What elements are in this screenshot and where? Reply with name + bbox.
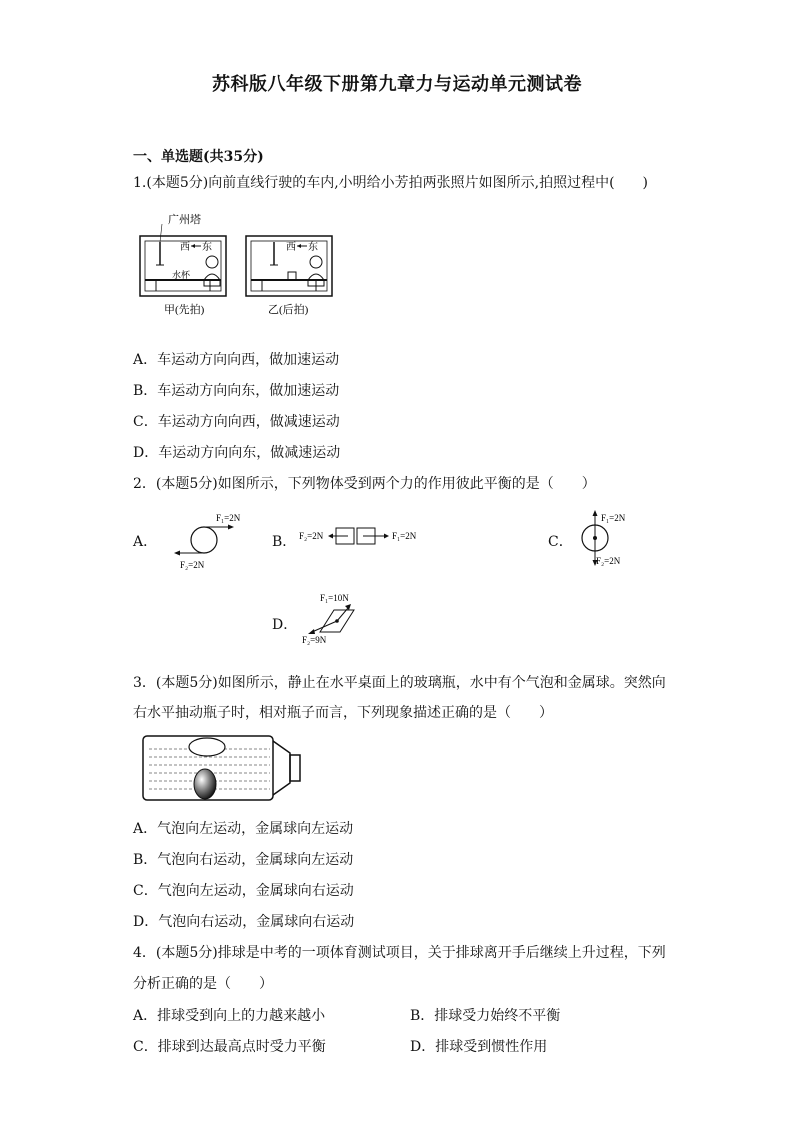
q2-b-f2: F₂=2N bbox=[299, 531, 324, 541]
q4-stem-line1: 4．(本题5分)排球是中考的一项体育测试项目，关于排球离开手后继续上升过程，下列 bbox=[133, 945, 666, 961]
q3-option-d[interactable]: D．气泡向右运动，金属球向右运动 bbox=[133, 914, 355, 930]
q2-figure-d bbox=[298, 590, 368, 648]
q2-a-f2: F₂=2N bbox=[180, 560, 205, 570]
q2-c-f1: F₁=2N bbox=[601, 513, 626, 523]
q2-a-f1: F₁=2N bbox=[216, 513, 241, 523]
q4-stem-line2: 分析正确的是（ ） bbox=[133, 976, 273, 992]
q2-option-b-letter[interactable]: B． bbox=[272, 534, 297, 550]
q2-figure-c bbox=[574, 508, 644, 572]
q3-bottle-figure bbox=[140, 733, 310, 803]
q1-caption-a: 甲(先拍) bbox=[164, 304, 205, 316]
q4-option-b[interactable]: B．排球受力始终不平衡 bbox=[410, 1008, 561, 1024]
q2-figure-a bbox=[170, 508, 250, 574]
q1-dir-east-a: 东 bbox=[202, 242, 212, 253]
q1-dir-west-b: 西 bbox=[286, 242, 296, 253]
q3-stem-line1: 3．(本题5分)如图所示，静止在水平桌面上的玻璃瓶，水中有个气泡和金属球。突然向 bbox=[133, 675, 666, 691]
q1-dir-west-a: 西 bbox=[180, 242, 190, 253]
q2-b-f1: F₁=2N bbox=[392, 531, 417, 541]
q1-option-d[interactable]: D．车运动方向向东，做减速运动 bbox=[133, 445, 341, 461]
q2-c-f2: F₂=2N bbox=[596, 556, 621, 566]
q1-figure bbox=[138, 210, 338, 320]
q4-option-c[interactable]: C．排球到达最高点时受力平衡 bbox=[133, 1039, 326, 1055]
q1-option-a[interactable]: A．车运动方向向西，做加速运动 bbox=[133, 352, 340, 368]
q4-option-d[interactable]: D．排球受到惯性作用 bbox=[410, 1039, 548, 1055]
q3-option-b[interactable]: B．气泡向右运动，金属球向左运动 bbox=[133, 852, 354, 868]
q1-option-b[interactable]: B．车运动方向向东，做加速运动 bbox=[133, 383, 340, 399]
q2-d-f2: F₂=9N bbox=[302, 635, 327, 645]
q1-cup-label: 水杯 bbox=[172, 270, 191, 280]
q3-option-a[interactable]: A．气泡向左运动，金属球向左运动 bbox=[133, 821, 354, 837]
section-heading: 一、单选题(共35分) bbox=[133, 149, 264, 165]
q2-stem: 2．(本题5分)如图所示，下列物体受到两个力的作用彼此平衡的是（ ） bbox=[133, 476, 596, 492]
q3-stem-line2: 右水平抽动瓶子时，相对瓶子而言，下列现象描述正确的是（ ） bbox=[133, 705, 553, 721]
q1-caption-b: 乙(后拍) bbox=[268, 304, 309, 316]
q2-figure-b bbox=[298, 522, 428, 552]
q2-option-a-letter[interactable]: A． bbox=[133, 534, 158, 550]
q2-option-c-letter[interactable]: C． bbox=[548, 534, 573, 550]
q1-stem: 1.(本题5分)向前直线行驶的车内,小明给小芳拍两张照片如图所示,拍照过程中( ) bbox=[133, 175, 649, 191]
q2-d-f1: F₁=10N bbox=[320, 593, 349, 603]
q1-dir-east-b: 东 bbox=[308, 242, 318, 253]
q1-tower-label: 广州塔 bbox=[168, 214, 201, 226]
q4-option-a[interactable]: A．排球受到向上的力越来越小 bbox=[133, 1008, 326, 1024]
q3-option-c[interactable]: C．气泡向左运动，金属球向右运动 bbox=[133, 883, 354, 899]
q1-option-c[interactable]: C．车运动方向向西，做减速运动 bbox=[133, 414, 340, 430]
q2-option-d-letter[interactable]: D． bbox=[272, 617, 298, 633]
page-title: 苏科版八年级下册第九章力与运动单元测试卷 bbox=[212, 74, 582, 95]
